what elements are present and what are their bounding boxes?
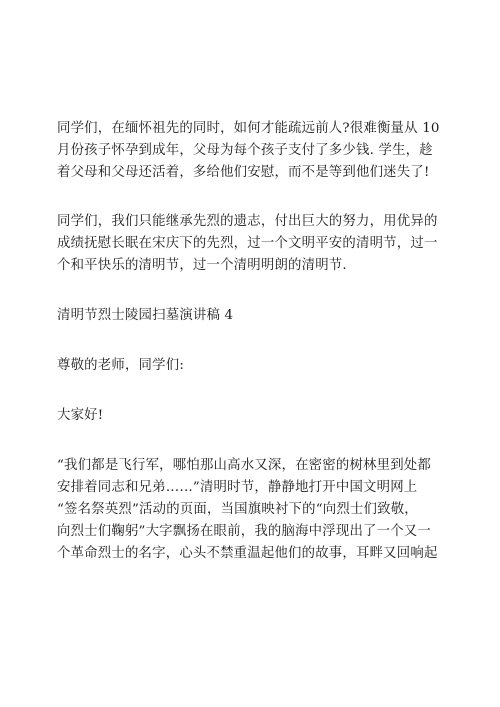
text-line: 个革命烈士的名字，心头不禁重温起他们的故事，耳畔又回响起 xyxy=(57,546,438,561)
greeting-text: 大家好! xyxy=(57,408,104,423)
paragraph-spacer xyxy=(57,427,451,455)
text-line: 安排着同志和兄弟……”清明时节，静静地打开中国文明网上 xyxy=(57,480,418,495)
salutation xyxy=(57,355,451,377)
paragraph-flying-army xyxy=(57,455,451,565)
text-line: 月份孩子怀孕到成年，父母为每个孩子支付了多少钱. 学生，趁 xyxy=(57,143,433,158)
section-heading xyxy=(57,305,451,327)
paragraph-spacer xyxy=(57,327,451,355)
paragraph-remembering-ancestors xyxy=(57,118,451,184)
greeting xyxy=(57,405,451,427)
text-line: 成绩抚慰长眠在宋庆下的先烈，过一个文明平安的清明节，过一 xyxy=(57,236,438,251)
heading-text: 清明节烈士陵园扫墓演讲稿 4 xyxy=(57,308,234,323)
paragraph-spacer xyxy=(57,277,451,305)
text-line: “我们都是飞行军，哪怕那山高水又深，在密密的树林里到处都 xyxy=(57,458,431,473)
text-line: 同学们，在缅怀祖先的同时，如何才能疏远前人?很难衡量从 10 xyxy=(57,121,440,136)
document-body xyxy=(57,118,451,565)
text-line: 同学们，我们只能继承先烈的遗志，付出巨大的努力，用优异的 xyxy=(57,214,438,229)
paragraph-spacer xyxy=(57,377,451,405)
text-line: 个和平快乐的清明节，过一个清明明朗的清明节. xyxy=(57,258,347,273)
text-line: 向烈士们鞠躬”大字飘扬在眼前，我的脑海中浮现出了一个又一 xyxy=(57,524,431,539)
paragraph-spacer xyxy=(57,184,451,211)
text-line: 着父母和父母还活着，多给他们安慰，而不是等到他们迷失了! xyxy=(57,165,430,180)
paragraph-inherit-martyrs xyxy=(57,211,451,277)
text-line: “签名祭英烈”活动的页面，当国旗映衬下的“向烈士们致敬， xyxy=(57,502,418,517)
salutation-text: 尊敬的老师，同学们: xyxy=(57,358,185,373)
